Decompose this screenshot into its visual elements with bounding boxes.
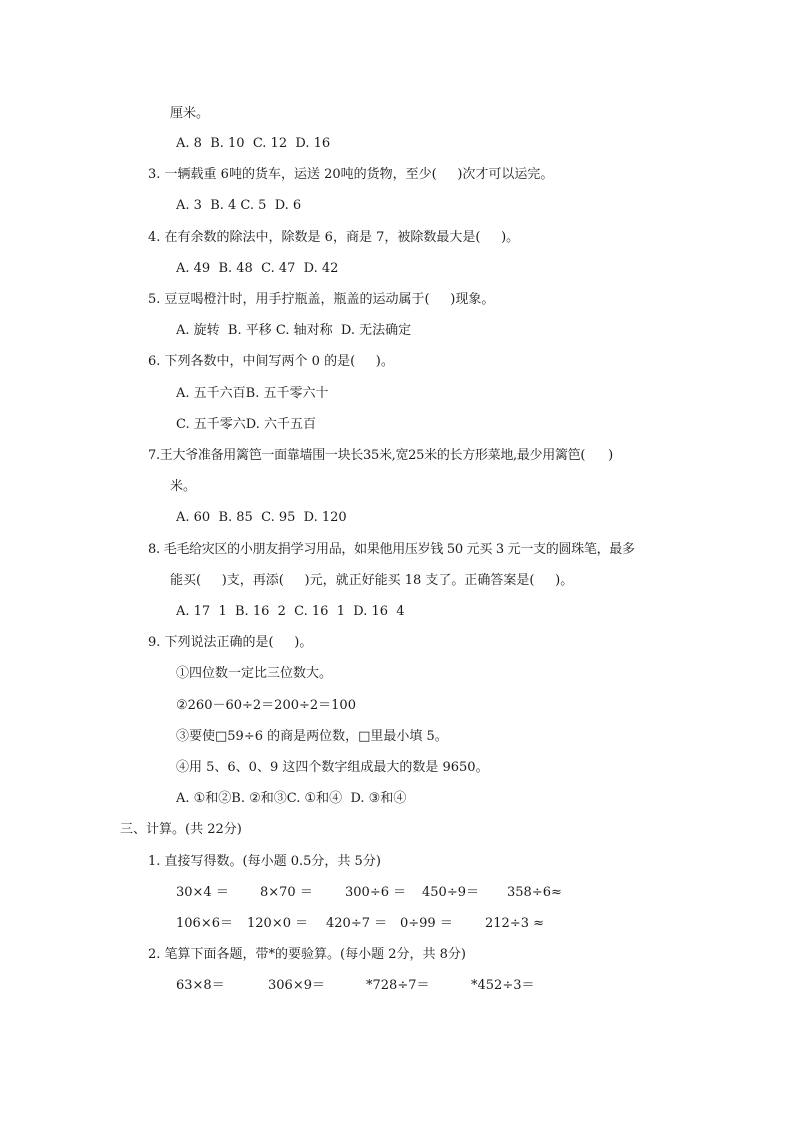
- q8-text: 8. 毛毛给灾区的小朋友捐学习用品，如果他用压岁钱 50 元买 3 元一支的圆珠笔，最多: [148, 542, 635, 557]
- q2-continuation: 厘米。: [170, 106, 210, 121]
- q8-continuation: 能买( )支，再添( )元，就正好能买 18 支了。正确答案是( )。: [170, 573, 574, 588]
- s3-q1-item: 0÷99 ＝: [400, 916, 453, 931]
- q4-text: 4. 在有余数的除法中，除数是 6，商是 7，被除数最大是( )。: [148, 230, 520, 245]
- s3-q1-text: 1. 直接写得数。(每小题 0.5分，共 5分): [148, 854, 381, 869]
- q7-text: 7.王大爷准备用篱笆一面靠墙围一块长35米,宽25米的长方形菜地,最少用篱笆( ): [148, 448, 613, 463]
- s3-q2-item: *452÷3＝: [471, 978, 535, 993]
- q4-options: A. 49 B. 48 C. 47 D. 42: [176, 261, 339, 276]
- s3-q1-item: 358÷6≈: [507, 885, 562, 900]
- s3-q2-item: 306×9＝: [268, 978, 325, 993]
- q9-statement-3: ③要使□59÷6 的商是两位数，□里最小填 5。: [176, 729, 448, 744]
- s3-q2-item: 63×8＝: [176, 978, 225, 993]
- q3-text: 3. 一辆载重 6吨的货车，运送 20吨的货物，至少( )次才可以运完。: [148, 167, 554, 182]
- s3-q1-item: 120×0 ＝: [247, 916, 309, 931]
- q5-text: 5. 豆豆喝橙汁时，用手拧瓶盖，瓶盖的运动属于( )现象。: [148, 292, 495, 307]
- s3-q1-item: 300÷6 ＝: [345, 885, 407, 900]
- section-3-heading: 三、计算。(共 22分): [120, 822, 242, 837]
- q9-options: A. ①和②B. ②和③C. ①和④ D. ③和④: [176, 791, 407, 806]
- q7-continuation: 米。: [170, 479, 197, 494]
- q6-text: 6. 下列各数中，中间写两个 0 的是( )。: [148, 354, 394, 369]
- q8-options: A. 17 1 B. 16 2 C. 16 1 D. 16 4: [176, 604, 405, 619]
- s3-q1-item: 106×6＝: [176, 916, 233, 931]
- s3-q1-item: 212÷3 ≈: [485, 916, 545, 931]
- q9-statement-1: ①四位数一定比三位数大。: [176, 666, 333, 681]
- q9-text: 9. 下列说法正确的是( )。: [148, 635, 313, 650]
- q2-options: A. 8 B. 10 C. 12 D. 16: [176, 136, 331, 151]
- q9-statement-2: ②260－60÷2＝200÷2＝100: [176, 698, 356, 713]
- s3-q1-item: 420÷7 ＝: [326, 916, 388, 931]
- q3-options: A. 3 B. 4 C. 5 D. 6: [176, 198, 302, 213]
- q7-options: A. 60 B. 85 C. 95 D. 120: [176, 510, 347, 525]
- s3-q1-item: 30×4 ＝: [176, 885, 229, 900]
- q6-options-row2: C. 五千零六D. 六千五百: [176, 417, 316, 432]
- q5-options: A. 旋转 B. 平移 C. 轴对称 D. 无法确定: [176, 323, 412, 338]
- s3-q1-item: 450÷9＝: [422, 885, 479, 900]
- s3-q2-item: *728÷7＝: [366, 978, 430, 993]
- s3-q2-text: 2. 笔算下面各题，带*的要验算。(每小题 2分，共 8分): [148, 947, 466, 962]
- q6-options-row1: A. 五千六百B. 五千零六十: [176, 386, 329, 401]
- s3-q1-item: 8×70 ＝: [260, 885, 313, 900]
- q9-statement-4: ④用 5、6、0、9 这四个数字组成最大的数是 9650。: [176, 760, 489, 775]
